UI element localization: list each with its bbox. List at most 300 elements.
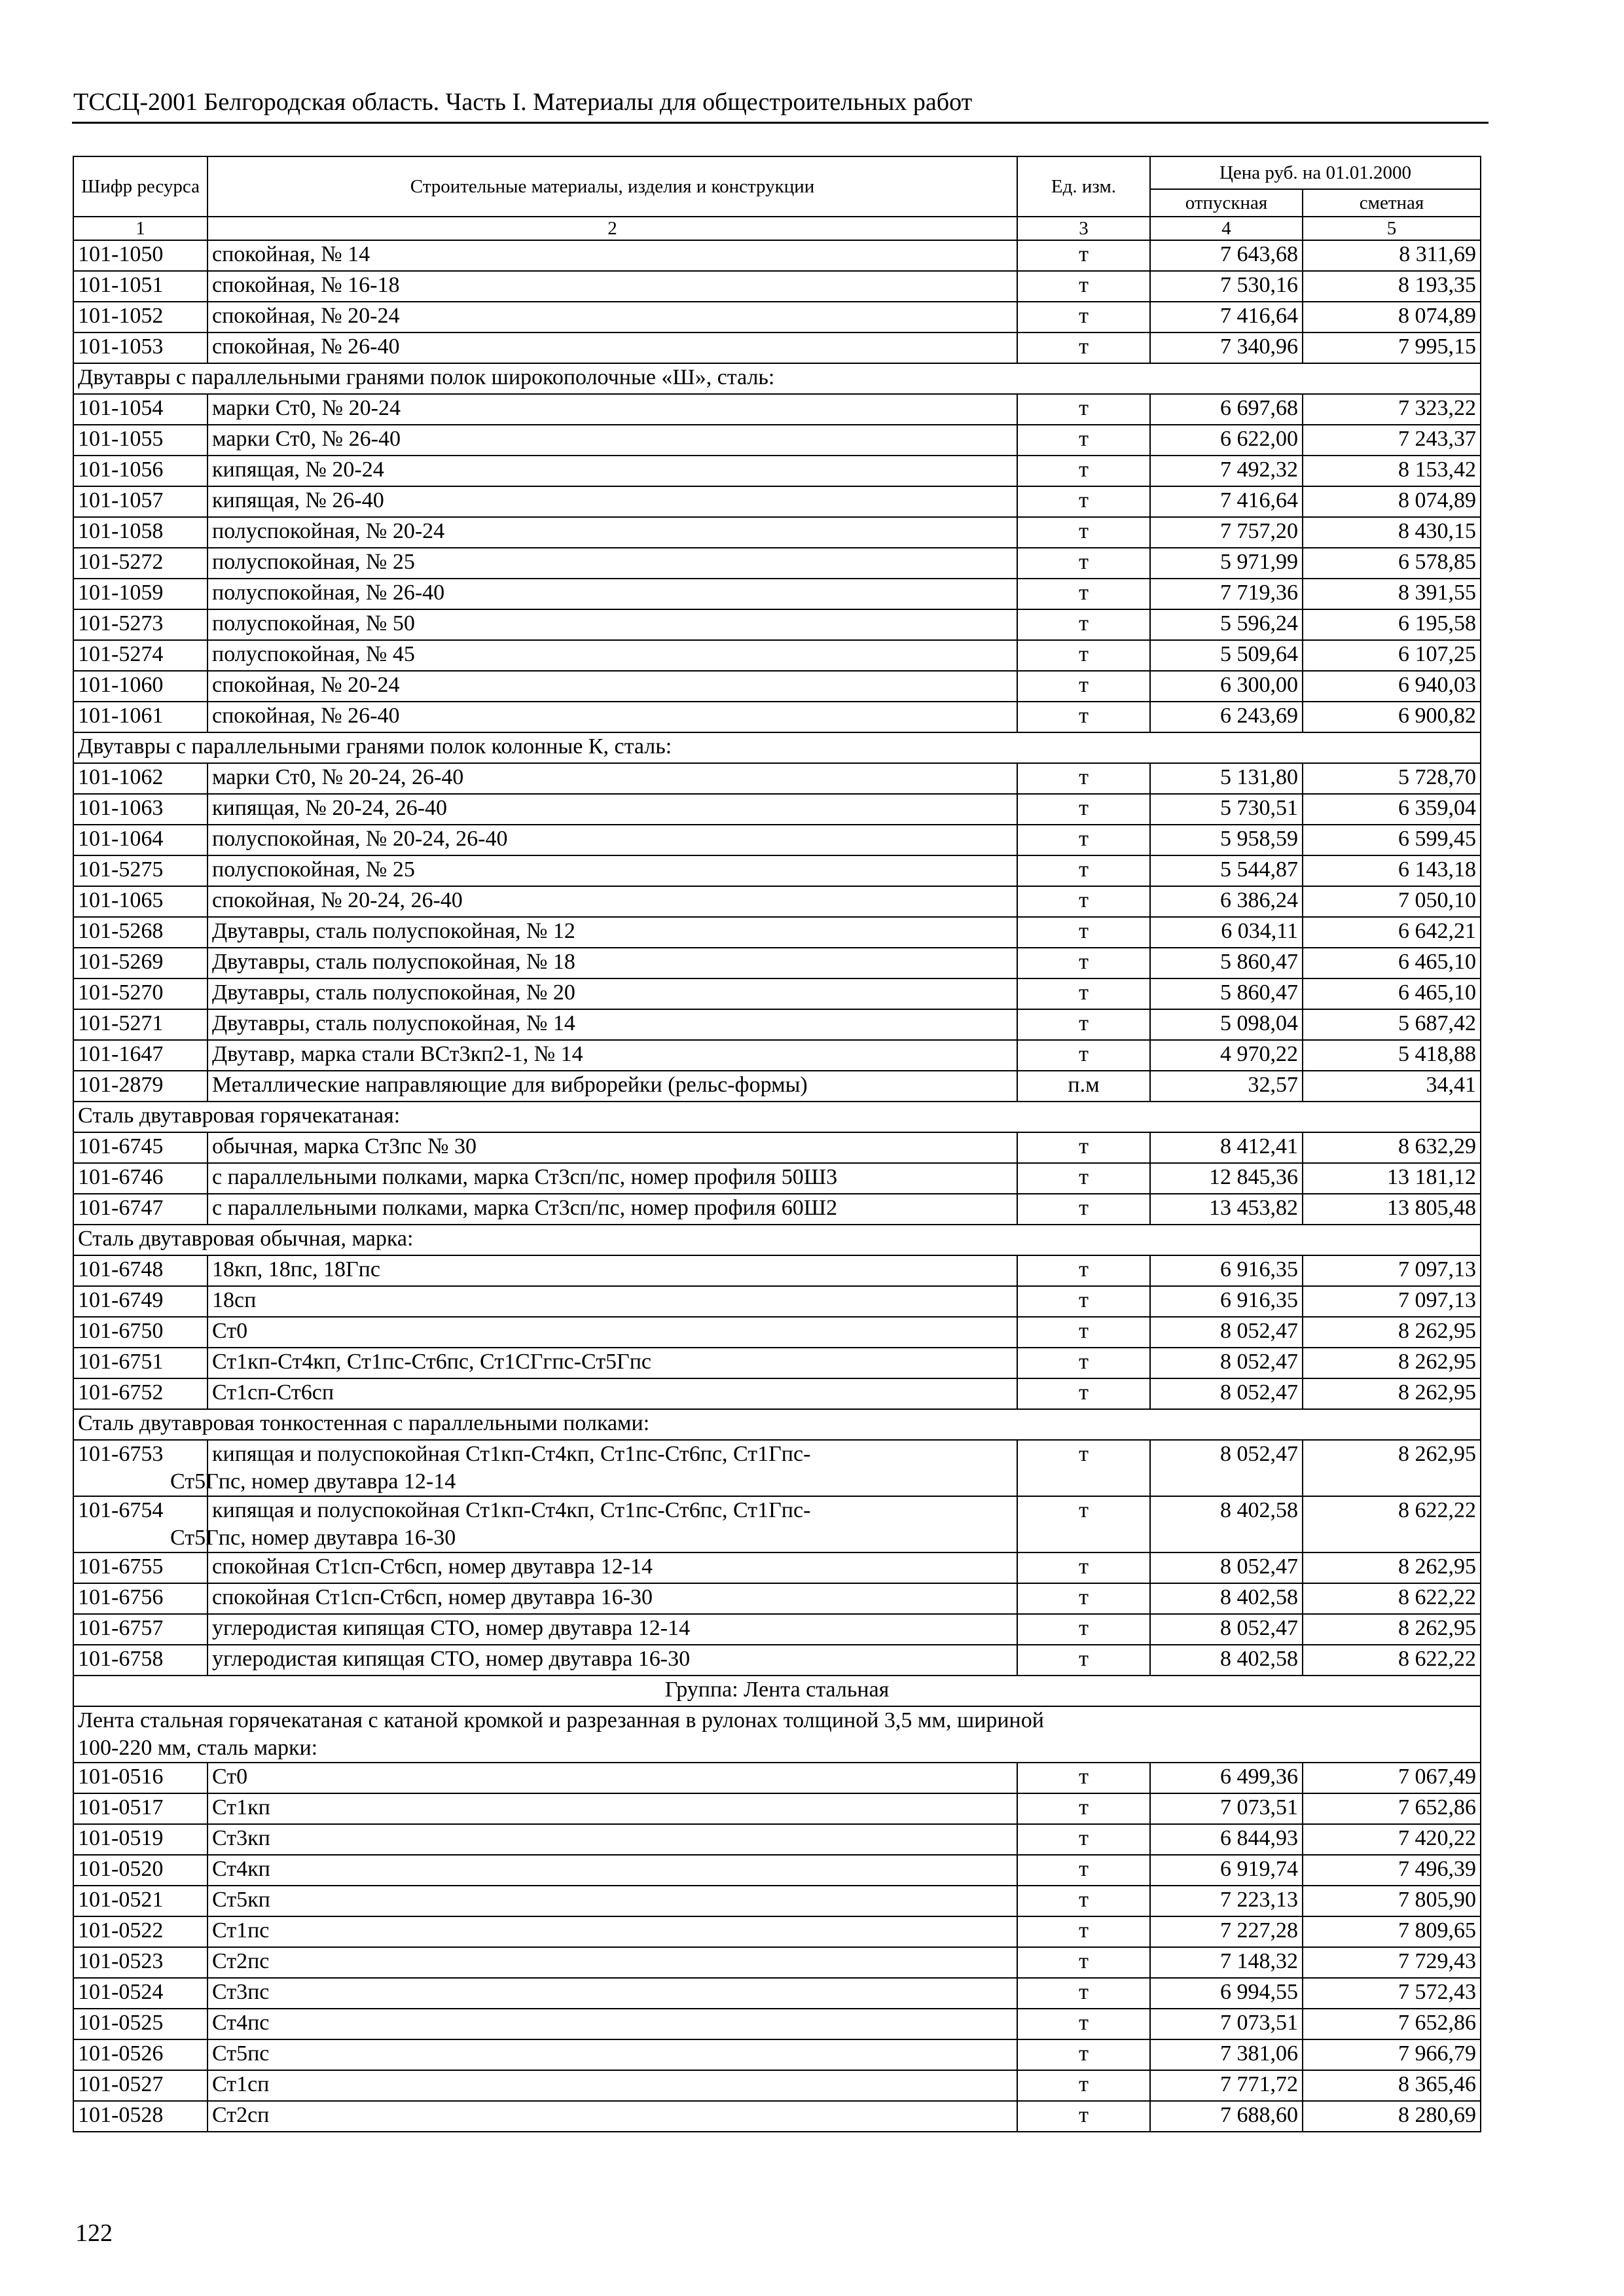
release-price: 8 402,58 [1150,1645,1303,1676]
material-name [208,609,1017,640]
material-name-line: Ст5Гпс, номер двутавра 16-30 [170,1526,456,1550]
resource-code: 101-6758 [73,1645,208,1676]
material-name [208,825,1017,855]
table-row [73,2009,1481,2039]
material-name [208,794,1017,825]
estimate-price: 7 323,22 [1303,394,1481,425]
material-name [208,1978,1017,2009]
material-name [208,1824,1017,1855]
subheading-text [73,1225,1481,1255]
material-name [208,1348,1017,1378]
unit: т [1017,855,1150,886]
table-row [73,1255,1481,1286]
unit: т [1017,1978,1150,2009]
resource-code: 101-5273 [73,609,208,640]
estimate-price: 8 622,22 [1303,1496,1481,1552]
estimate-price: 7 097,13 [1303,1286,1481,1317]
material-name-line: 18сп [212,1288,257,1312]
estimate-price: 8 262,95 [1303,1317,1481,1348]
unit: т [1017,579,1150,609]
resource-code: 101-1065 [73,886,208,917]
estimate-price: 7 050,10 [1303,886,1481,917]
resource-code: 101-2879 [73,1071,208,1102]
resource-code: 101-0527 [73,2070,208,2101]
column-header-release: отпускная [1150,189,1303,217]
estimate-price: 7 243,37 [1303,425,1481,456]
table-row [73,1552,1481,1583]
release-price: 6 844,93 [1150,1824,1303,1855]
resource-code: 101-1063 [73,794,208,825]
release-price: 7 688,60 [1150,2101,1303,2132]
table-row [73,240,1481,271]
resource-code: 101-6756 [73,1583,208,1614]
resource-code: 101-6747 [73,1194,208,1225]
material-name-line: марки Ст0, № 26-40 [212,427,401,451]
material-name-line: полуспокойная, № 25 [212,857,415,882]
resource-code: 101-5271 [73,1009,208,1040]
unit: т [1017,1317,1150,1348]
table-row [73,1916,1481,1947]
column-header-unit: Ед. изм. [1017,156,1150,217]
release-price: 5 509,64 [1150,640,1303,671]
resource-code: 101-6757 [73,1614,208,1645]
table-row [73,1194,1481,1225]
column-header-estimate: сметная [1303,189,1481,217]
resource-code: 101-5272 [73,548,208,579]
estimate-price: 8 262,95 [1303,1378,1481,1409]
subheading-text [73,1409,1481,1440]
material-name [208,517,1017,548]
table-row [73,609,1481,640]
material-name [208,855,1017,886]
material-name [208,579,1017,609]
estimate-price: 6 578,85 [1303,548,1481,579]
unit: п.м [1017,1071,1150,1102]
material-name [208,1552,1017,1583]
material-name-line: Двутавры, сталь полуспокойная, № 12 [212,919,575,943]
unit: т [1017,1132,1150,1163]
resource-code: 101-1056 [73,456,208,486]
material-name-line: Двутавры, сталь полуспокойная, № 14 [212,1011,575,1035]
material-name-line: полуспокойная, № 20-24 [212,519,445,543]
table-row [73,1317,1481,1348]
material-name [208,1040,1017,1071]
resource-code: 101-0528 [73,2101,208,2132]
release-price: 6 919,74 [1150,1855,1303,1886]
subheading-text [73,1706,1481,1763]
material-name [208,948,1017,978]
release-price: 5 544,87 [1150,855,1303,886]
release-price: 7 148,32 [1150,1947,1303,1978]
release-price: 6 034,11 [1150,917,1303,948]
table-row [73,702,1481,732]
resource-code: 101-5275 [73,855,208,886]
unit: т [1017,2009,1150,2039]
estimate-price: 8 074,89 [1303,302,1481,332]
release-price: 6 499,36 [1150,1763,1303,1793]
column-number: 4 [1150,217,1303,240]
table-row [73,517,1481,548]
estimate-price: 13 181,12 [1303,1163,1481,1194]
material-name [208,1071,1017,1102]
resource-code: 101-0519 [73,1824,208,1855]
section-subheading [73,1706,1481,1763]
unit: т [1017,425,1150,456]
resource-code: 101-1059 [73,579,208,609]
column-number: 1 [73,217,208,240]
column-number: 5 [1303,217,1481,240]
resource-code: 101-1060 [73,671,208,702]
table-row [73,1824,1481,1855]
table-row [73,456,1481,486]
estimate-price: 6 465,10 [1303,978,1481,1009]
subheading-line: Сталь двутавровая тонкостенная с параллельными полками: [78,1411,650,1435]
release-price: 8 402,58 [1150,1583,1303,1614]
table-row [73,1440,1481,1496]
release-price: 5 971,99 [1150,548,1303,579]
estimate-price: 6 195,58 [1303,609,1481,640]
unit: т [1017,2039,1150,2070]
material-name-line: Ст1пс [212,1918,270,1943]
unit: т [1017,794,1150,825]
unit: т [1017,702,1150,732]
column-header-code: Шифр ресурса [73,156,208,217]
estimate-price: 6 599,45 [1303,825,1481,855]
estimate-price: 6 465,10 [1303,948,1481,978]
unit: т [1017,917,1150,948]
resource-code: 101-1052 [73,302,208,332]
material-name-line: с параллельными полками, марка Ст3сп/пс, номер профиля 60Ш2 [212,1196,838,1220]
unit: т [1017,1286,1150,1317]
table-row [73,1855,1481,1886]
material-name [208,886,1017,917]
resource-code: 101-0522 [73,1916,208,1947]
material-name-line: полуспокойная, № 20-24, 26-40 [212,827,508,851]
material-name [208,2009,1017,2039]
column-header-price: Цена руб. на 01.01.2000 [1150,156,1481,189]
release-price: 6 916,35 [1150,1255,1303,1286]
unit: т [1017,2070,1150,2101]
unit: т [1017,640,1150,671]
resource-code: 101-0520 [73,1855,208,1886]
resource-code: 101-1064 [73,825,208,855]
material-name-line: кипящая, № 26-40 [212,488,384,512]
material-name-line: спокойная, № 14 [212,242,370,266]
material-name [208,2101,1017,2132]
table-row [73,486,1481,517]
release-price: 8 052,47 [1150,1378,1303,1409]
estimate-price: 7 067,49 [1303,1763,1481,1793]
subheading-line: 100-220 мм, сталь марки: [78,1736,318,1760]
unit: т [1017,1040,1150,1071]
unit: т [1017,548,1150,579]
material-name [208,1886,1017,1916]
material-name [208,486,1017,517]
resource-code: 101-1647 [73,1040,208,1071]
material-name [208,1793,1017,1824]
material-name [208,1583,1017,1614]
unit: т [1017,978,1150,1009]
estimate-price: 6 900,82 [1303,702,1481,732]
table-row [73,978,1481,1009]
release-price: 6 994,55 [1150,1978,1303,2009]
resource-code: 101-0524 [73,1978,208,2009]
table-row [73,302,1481,332]
material-name [208,702,1017,732]
unit: т [1017,886,1150,917]
section-subheading [73,363,1481,394]
table-row [73,2039,1481,2070]
estimate-price: 8 280,69 [1303,2101,1481,2132]
material-name-line: с параллельными полками, марка Ст3сп/пс, номер профиля 50Ш3 [212,1165,838,1189]
unit: т [1017,1378,1150,1409]
material-name-line: Ст1кп [212,1795,270,1820]
release-price: 7 340,96 [1150,332,1303,363]
material-name-line: углеродистая кипящая СТО, номер двутавра 16-30 [212,1647,691,1671]
release-price: 8 052,47 [1150,1552,1303,1583]
estimate-price: 6 642,21 [1303,917,1481,948]
material-name-line: Ст5Гпс, номер двутавра 12-14 [170,1469,456,1494]
release-price: 7 719,36 [1150,579,1303,609]
estimate-price: 8 632,29 [1303,1132,1481,1163]
resource-code: 101-0525 [73,2009,208,2039]
page-number: 122 [75,2219,113,2247]
material-name [170,1496,1017,1552]
material-name-line: полуспокойная, № 25 [212,550,415,574]
estimate-price: 8 153,42 [1303,456,1481,486]
material-name-line: марки Ст0, № 20-24 [212,396,401,420]
material-name [208,1916,1017,1947]
material-name-line: кипящая, № 20-24, 26-40 [212,796,448,820]
table-row [73,794,1481,825]
table-row [73,1348,1481,1378]
material-name-line: Ст5кп [212,1888,270,1912]
release-price: 13 453,82 [1150,1194,1303,1225]
unit: т [1017,1009,1150,1040]
unit: т [1017,1255,1150,1286]
unit: т [1017,486,1150,517]
table-row [73,2070,1481,2101]
estimate-price: 8 193,35 [1303,271,1481,302]
estimate-price: 8 311,69 [1303,240,1481,271]
release-price: 7 492,32 [1150,456,1303,486]
unit: т [1017,2101,1150,2132]
material-name-line: Ст1кп-Ст4кп, Ст1пс-Ст6пс, Ст1СГгпс-Ст5Гпс [212,1350,652,1374]
table-row [73,825,1481,855]
table-row [73,1009,1481,1040]
material-name-line: спокойная, № 26-40 [212,704,400,728]
material-name-line: Ст3пс [212,1980,270,2004]
estimate-price: 8 622,22 [1303,1583,1481,1614]
unit: т [1017,671,1150,702]
release-price: 8 412,41 [1150,1132,1303,1163]
material-name-line: Ст0 [212,1765,248,1789]
estimate-price: 5 687,42 [1303,1009,1481,1040]
material-name-line: Ст0 [212,1319,248,1343]
release-price: 8 052,47 [1150,1348,1303,1378]
unit: т [1017,1583,1150,1614]
material-name-line: полуспокойная, № 26-40 [212,581,445,605]
release-price: 7 073,51 [1150,1793,1303,1824]
running-header [72,82,1489,124]
release-price: 7 227,28 [1150,1916,1303,1947]
material-name [208,671,1017,702]
column-number: 2 [208,217,1017,240]
material-name-line: Двутавры, сталь полуспокойная, № 18 [212,950,575,974]
resource-code: 101-6749 [73,1286,208,1317]
subheading-text [73,1102,1481,1132]
table-row [73,886,1481,917]
table-body [73,240,1481,2132]
unit: т [1017,1163,1150,1194]
table-row [73,1496,1481,1552]
material-name [208,2039,1017,2070]
resource-code: 101-1058 [73,517,208,548]
table-row [73,1793,1481,1824]
table-row [73,548,1481,579]
estimate-price: 7 995,15 [1303,332,1481,363]
resource-code: 101-5269 [73,948,208,978]
table-row [73,1286,1481,1317]
resource-code: 101-1054 [73,394,208,425]
table-row [73,1071,1481,1102]
table-row [73,425,1481,456]
release-price: 7 381,06 [1150,2039,1303,2070]
table-row [73,855,1481,886]
table-row [73,1978,1481,2009]
material-name [208,271,1017,302]
resource-code: 101-1053 [73,332,208,363]
material-name [208,763,1017,794]
release-price: 6 622,00 [1150,425,1303,456]
release-price: 5 131,80 [1150,763,1303,794]
material-name-line: Ст4пс [212,2011,270,2035]
estimate-price: 6 359,04 [1303,794,1481,825]
material-name-line: спокойная, № 20-24 [212,673,400,697]
material-name-line: спокойная Ст1сп-Ст6сп, номер двутавра 16-30 [212,1585,653,1609]
unit: т [1017,302,1150,332]
release-price: 32,57 [1150,1071,1303,1102]
material-name [208,1194,1017,1225]
material-name [208,978,1017,1009]
release-price: 5 098,04 [1150,1009,1303,1040]
table-row [73,1645,1481,1676]
material-name [208,240,1017,271]
table-row [73,1040,1481,1071]
release-price: 6 300,00 [1150,671,1303,702]
material-name [208,456,1017,486]
estimate-price: 8 262,95 [1303,1614,1481,1645]
estimate-price: 34,41 [1303,1071,1481,1102]
subheading-text [73,732,1481,763]
table-row [73,1886,1481,1916]
material-name-line: полуспокойная, № 45 [212,642,415,666]
material-name-line: Ст2сп [212,2103,270,2127]
resource-code: 101-5268 [73,917,208,948]
unit: т [1017,609,1150,640]
release-price: 7 643,68 [1150,240,1303,271]
release-price: 5 860,47 [1150,948,1303,978]
table-row [73,1614,1481,1645]
estimate-price: 7 496,39 [1303,1855,1481,1886]
table-row [73,1132,1481,1163]
material-name-line: Ст5пс [212,2041,270,2066]
estimate-price: 5 418,88 [1303,1040,1481,1071]
release-price: 6 697,68 [1150,394,1303,425]
resource-code: 101-0516 [73,1763,208,1793]
unit: т [1017,394,1150,425]
estimate-price: 7 652,86 [1303,2009,1481,2039]
estimate-price: 7 805,90 [1303,1886,1481,1916]
release-price: 7 530,16 [1150,271,1303,302]
material-name-line: углеродистая кипящая СТО, номер двутавра 12-14 [212,1616,691,1640]
table-row [73,1378,1481,1409]
material-name [208,394,1017,425]
release-price: 5 596,24 [1150,609,1303,640]
unit: т [1017,1348,1150,1378]
material-name-line: кипящая и полуспокойная Ст1кп-Ст4кп, Ст1пс-Ст6пс, Ст1Гпс- [212,1442,811,1466]
group-title: Группа: Лента стальная [73,1676,1481,1706]
unit: т [1017,332,1150,363]
table-row [73,1163,1481,1194]
estimate-price: 8 622,22 [1303,1645,1481,1676]
unit: т [1017,948,1150,978]
material-name [208,1763,1017,1793]
unit: т [1017,763,1150,794]
unit: т [1017,517,1150,548]
resource-code: 101-0523 [73,1947,208,1978]
unit: т [1017,1763,1150,1793]
unit: т [1017,1552,1150,1583]
table-row [73,1947,1481,1978]
resource-code: 101-6748 [73,1255,208,1286]
resource-code: 101-1061 [73,702,208,732]
resource-code: 101-5270 [73,978,208,1009]
release-price: 8 052,47 [1150,1614,1303,1645]
table-row [73,948,1481,978]
release-price: 7 416,64 [1150,486,1303,517]
resource-code: 101-6751 [73,1348,208,1378]
material-name-line: спокойная, № 20-24 [212,304,400,328]
table-row [73,640,1481,671]
unit: т [1017,1886,1150,1916]
subheading-line: Лента стальная горячекатаная с катаной кромкой и разрезанная в рулонах толщиной 3,5 мм, шириной [78,1708,1044,1732]
estimate-price: 7 420,22 [1303,1824,1481,1855]
material-name-line: Ст1сп [212,2072,270,2096]
material-name-line: спокойная, № 26-40 [212,334,400,359]
estimate-price: 7 652,86 [1303,1793,1481,1824]
estimate-price: 8 365,46 [1303,2070,1481,2101]
section-subheading [73,732,1481,763]
material-name [208,1378,1017,1409]
estimate-price: 8 430,15 [1303,517,1481,548]
estimate-price: 7 809,65 [1303,1916,1481,1947]
resource-code: 101-6746 [73,1163,208,1194]
material-name-line: Ст4кп [212,1857,270,1881]
resource-code: 101-6752 [73,1378,208,1409]
subheading-text [73,363,1481,394]
unit: т [1017,1496,1150,1552]
material-name [208,1855,1017,1886]
material-name-line: 18кп, 18пс, 18Гпс [212,1257,380,1282]
table-row [73,917,1481,948]
resource-code: 101-1055 [73,425,208,456]
estimate-price: 7 729,43 [1303,1947,1481,1978]
release-price: 8 052,47 [1150,1440,1303,1496]
table-row [73,1763,1481,1793]
estimate-price: 8 074,89 [1303,486,1481,517]
material-name-line: спокойная Ст1сп-Ст6сп, номер двутавра 12-14 [212,1554,653,1579]
